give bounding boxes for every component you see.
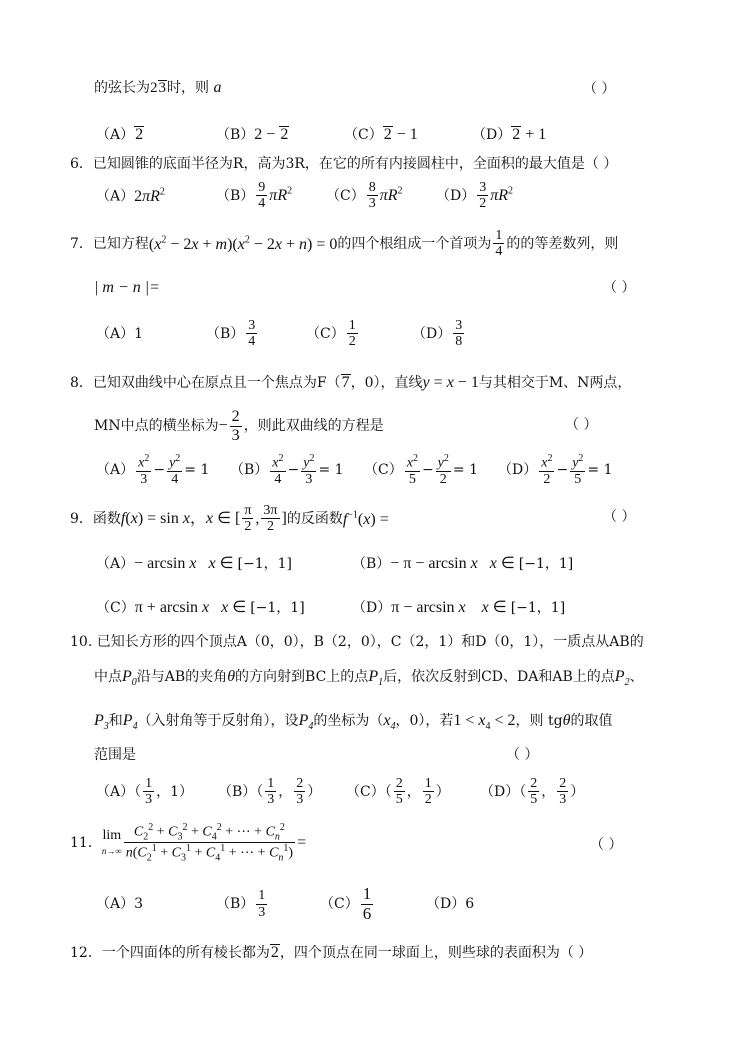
- q7-opt-c-label: （C）: [306, 325, 345, 342]
- q9-opt-a: （A）− arcsin x x ∈ [−1，1]: [96, 555, 292, 572]
- q7-opt-b-label: （B）: [206, 325, 245, 342]
- q10-line1: 10. 已知长方形的四个顶点A（0，0），B（2，0），C（2，1）和D（0，1），一质点从AB的: [70, 634, 644, 650]
- q9-opt-c: （C）π + arcsin x x ∈ [−1，1]: [96, 599, 305, 616]
- q10-text-c: 的方向射到BC上的点: [235, 669, 369, 685]
- q9-range-a: [−1，1]: [237, 556, 292, 572]
- q9-opt-d-label: （D）: [352, 600, 392, 616]
- q6-options: $(A)2\pi R^2$ （B） $\frac{9}{4}$ $\pi R^2$ （C） $\frac{8}{3}$ $\pi R^2$ （D） $\frac{3}{2}$ $\pi R^2$: [96, 180, 514, 212]
- q10-text-g: 的坐标为（: [313, 713, 384, 729]
- q6-opt-c-label: （C）: [326, 187, 365, 204]
- q12-stem: 12．一个四面体的所有棱长都为2，四个顶点在同一球面上，则些球的表面积为（ ）: [70, 944, 593, 961]
- q7-text-b: 的四个根组成一个首项为: [337, 235, 492, 252]
- q7-opt-d-label: （D）: [412, 325, 452, 342]
- q7-abs-expr: | m − n |=: [94, 279, 160, 296]
- q5-opt-c-label: （C）: [344, 127, 383, 143]
- q8-text-b: ，0），直线: [350, 375, 423, 391]
- q8-text-d: MN中点的横坐标为: [94, 418, 219, 435]
- q8-line1: 8．已知双曲线中心在原点且一个焦点为F（7，0），直线y = x − 1与其相交于M、N两点，: [70, 374, 632, 391]
- q5-opt-a-label: （A）: [96, 127, 135, 143]
- q9-range-b: [−1，1]: [518, 556, 574, 572]
- q7-opt-a: （A）1: [96, 325, 144, 342]
- q10-answer-paren: （ ）: [506, 747, 539, 763]
- q10-text-j: 的取值: [570, 713, 613, 729]
- q11-number: 11．: [70, 834, 102, 851]
- q7-answer-paren: （ ）: [603, 280, 636, 296]
- q8-opt-b-label: （B）: [230, 462, 269, 479]
- q6-opt-b-label: （B）: [216, 187, 255, 204]
- q10-text-f: （入射角等于反射角），设: [137, 713, 299, 729]
- q5-opt-b-label: （B）: [216, 127, 255, 143]
- q10-opt-b-label: （B）（: [218, 783, 264, 800]
- q5-continuation: 的弦长为23时，则 a: [94, 79, 222, 96]
- q9-stem: 9．函数f(x) = sin x，x ∈ [ $\frac{\pi}{2}$ , $\frac{3\pi}{2}$ ]的反函数$f^{-1}(x)$ =: [70, 503, 389, 535]
- q11-opt-c-label: （C）: [320, 896, 359, 913]
- q10-options: （A）（ $\frac{1}{3}$ ，1） （B）（ $\frac{1}{3}$ ， $\frac{2}{3}$ ） （C）（ $\frac{2}{5}$ ， $\frac{1}{2}$ ） （D）（ $\frac{2}{5}$ ， $\frac{2}{3}$ ）: [96, 776, 585, 808]
- q11-opt-b-label: （B）: [216, 896, 255, 913]
- q8-text-a: 8．已知双曲线中心在原点且一个焦点为F（: [70, 375, 341, 391]
- q11-opt-d: （D）6: [426, 896, 475, 913]
- q11-opt-a: （A）3: [96, 896, 144, 913]
- q9-text-a: 9．函数: [70, 510, 121, 527]
- q10-line3: $P_3$和$P_4$（入射角等于反射角），设$P_4$的坐标为（$x_4$，0），若$1 < x_4 < 2$，则 tgθ的取值: [94, 712, 613, 733]
- q12-text-b: ，四个顶点在同一球面上，则些球的表面积为（ ）: [279, 945, 593, 961]
- q7-text-a: 7．已知方程: [70, 235, 149, 252]
- q6-opt-d-label: （D）: [436, 187, 476, 204]
- q9-text-b: 的反函数: [286, 510, 343, 527]
- q11-stem: 11．lim n→∞ $\frac{C_2^2 + C_3^2 + C_4^2 + \cdots + C_n^2}{n(C_2^1 + C_3^1 + C_4^1 + \cdots + C_n^1)}$ =: [70, 822, 307, 864]
- q9-answer-paren: （ ）: [603, 509, 636, 525]
- q10-text-e: 和: [108, 713, 123, 729]
- q5-answer-paren: （ ）: [583, 81, 616, 97]
- q5-var: a: [213, 79, 222, 96]
- q6-stem: 6．已知圆锥的底面半径为R，高为3R，在它的所有内接圆柱中，全面积的最大值是（ ）: [70, 156, 618, 172]
- q10-text-a: 中点: [94, 669, 122, 685]
- q5-options: （A）2 （B）2 − 2 （C）2 − 1 （D）2 + 1: [96, 126, 547, 143]
- q5-opt-d-label: （D）: [472, 127, 512, 143]
- q8-opt-a-label: （A）: [96, 462, 135, 479]
- q7-options: （A）1 （B） $\frac{3}{4}$ （C） $\frac{1}{2}$ （D） $\frac{3}{8}$: [96, 318, 463, 350]
- q10-line4: 范围是: [94, 747, 136, 763]
- q5-text-b: 时，则: [167, 80, 209, 96]
- q10-text-d: 后，依次反射到CD、DA和AB上的点: [383, 669, 615, 685]
- q10-opt-c-label: （C）（: [346, 783, 392, 800]
- q5-text-a: 的弦长为: [94, 80, 150, 96]
- q10-text-h: ，0），若: [395, 713, 454, 729]
- q9-opt-d: （D）π − arcsin x x ∈ [−1，1]: [352, 599, 566, 616]
- q11-options: （A）3 （B） $\frac{1}{3}$ （C） $\frac{1}{6}$ （D）6: [96, 884, 475, 923]
- q7-stem: 7．已知方程$(x^2 - 2x + m)(x^2 - 2x + n) = 0$的四个根组成一个首项为 $\frac{1}{4}$ 的的等差数列，则: [70, 228, 619, 260]
- q8-opt-c-label: （C）: [364, 462, 403, 479]
- q8-opt-d-label: （D）: [498, 462, 538, 479]
- q8-answer-paren: （ ）: [565, 417, 598, 433]
- q9-opt-c-label: （C）: [96, 600, 135, 616]
- q8-line2: MN中点的横坐标为− $\frac{2}{3}$ ，则此双曲线的方程是: [94, 408, 384, 444]
- q8-options: （A） $\frac{x^2}{3}$ − $\frac{y^2}{4}$ = 1 （B） $\frac{x^2}{4}$ − $\frac{y^2}{3}$ = 1 （C） $\frac{x^2}{5}$ − $\frac{y^2}{2}$ = 1 （D） $\frac{x^2}{2}$ − $\frac{y^2}{5}$ = 1: [96, 453, 613, 488]
- q10-text-b: 沿与AB的夹角: [136, 669, 228, 685]
- q10-opt-a-label: （A）（: [96, 783, 142, 800]
- q10-text-i: ，则 tg: [515, 713, 563, 729]
- q9-opt-b-label: （B）: [352, 556, 391, 572]
- q10-opt-d-label: （D）（: [480, 783, 527, 800]
- q8-text-e: ，则此双曲线的方程是: [243, 418, 384, 435]
- q9-range-c: [−1，1]: [250, 600, 305, 616]
- q9-opt-a-label: （A）: [96, 556, 135, 572]
- q11-answer-paren: （ ）: [590, 837, 623, 853]
- q9-opt-b: （B）− π − arcsin x x ∈ [−1，1]: [352, 555, 574, 572]
- q9-range-d: [−1，1]: [510, 600, 566, 616]
- q12-text-a: 12．一个四面体的所有棱长都为: [70, 945, 270, 961]
- q10-line2: 中点$P_0$沿与AB的夹角θ的方向射到BC上的点$P_1$后，依次反射到CD、DA和AB上的点$P_2$、: [94, 668, 644, 689]
- q8-text-c: 与其相交于M、N两点，: [478, 375, 632, 391]
- q7-text-c: 的的等差数列，则: [506, 235, 619, 252]
- q6-opt-a-label: （A）: [96, 188, 135, 205]
